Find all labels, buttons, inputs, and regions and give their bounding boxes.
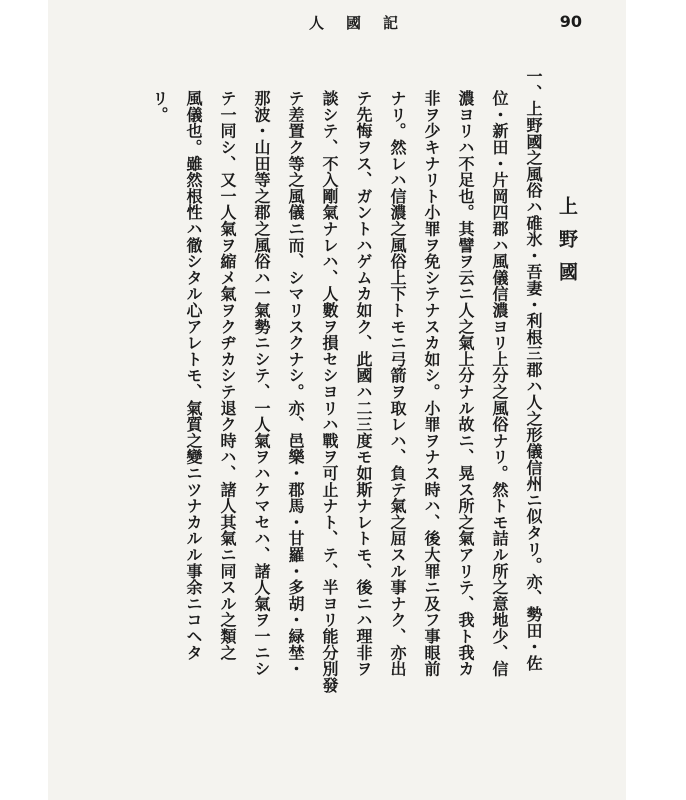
page-header xyxy=(120,12,590,42)
page-number: 90 xyxy=(559,12,582,31)
text-column-6: テ先悔ヲス、ガントハゲムカ如ク、此國ハ二三度モ如斯ナレトモ、後ニハ理非ヲ xyxy=(354,90,373,677)
text-column-3: 濃ヨリハ不足也。其譬ヲ云ニ人之氣上分ナル故ニ、晃ス所之氣アリテ、我ト我カ xyxy=(456,90,475,677)
text-column-11: 風儀也。雖然根性ハ徹シタル心アレトモ、氣質之變ニツナカルル事余ニコヘタ xyxy=(184,90,203,661)
text-column-4: 非ヲ少キナリト小罪ヲ免シテナスカ如シ。小罪ヲナス時ハ、後大罪ニ及フ事眼前 xyxy=(422,90,441,677)
text-column-7: 談シテ、不入剛氣ナレハ、人數ヲ損セシヨリハ戰ヲ可止ナト、テ、半ヨリ能分別發 xyxy=(320,90,339,694)
page-margin-right xyxy=(626,0,686,800)
text-column-9: 那波・山田等之郡之風俗ハ一氣勢ニシテ、一人氣ヲハケマセハ、諸人氣ヲ一ニシ xyxy=(252,90,271,677)
text-column-5: ナリ。然レハ信濃之風俗上下トモニ弓箭ヲ取レハ、負テ氣之屈スル事ナク、亦出 xyxy=(388,90,407,677)
running-title: 人國記 xyxy=(308,14,420,32)
text-column-12: リ。 xyxy=(150,90,169,123)
text-column-10: テ一同シ、又一人氣ヲ縮メ氣ヲクヂカシテ退ク時ハ、諸人其氣ニ同スル之類之 xyxy=(218,90,237,661)
text-column-2: 位・新田・片岡四郡ハ風儀信濃ヨリ上分之風俗ナリ。然トモ詰ル所之意地少、信 xyxy=(490,90,509,677)
vertical-text-block xyxy=(62,68,582,788)
page-margin-left xyxy=(0,0,48,800)
text-column-1: 一、上野國之風俗ハ碓氷・吾妻・利根三郡ハ人之形儀信州ニ似タリ。亦、勢田・佐 xyxy=(524,68,543,672)
section-title: 上野國 xyxy=(556,196,578,295)
text-column-8: テ差置ク等之風儀ニ而、シマリスクナシ。亦、邑樂・郡馬・甘羅・多胡・緑埜・ xyxy=(286,90,305,677)
